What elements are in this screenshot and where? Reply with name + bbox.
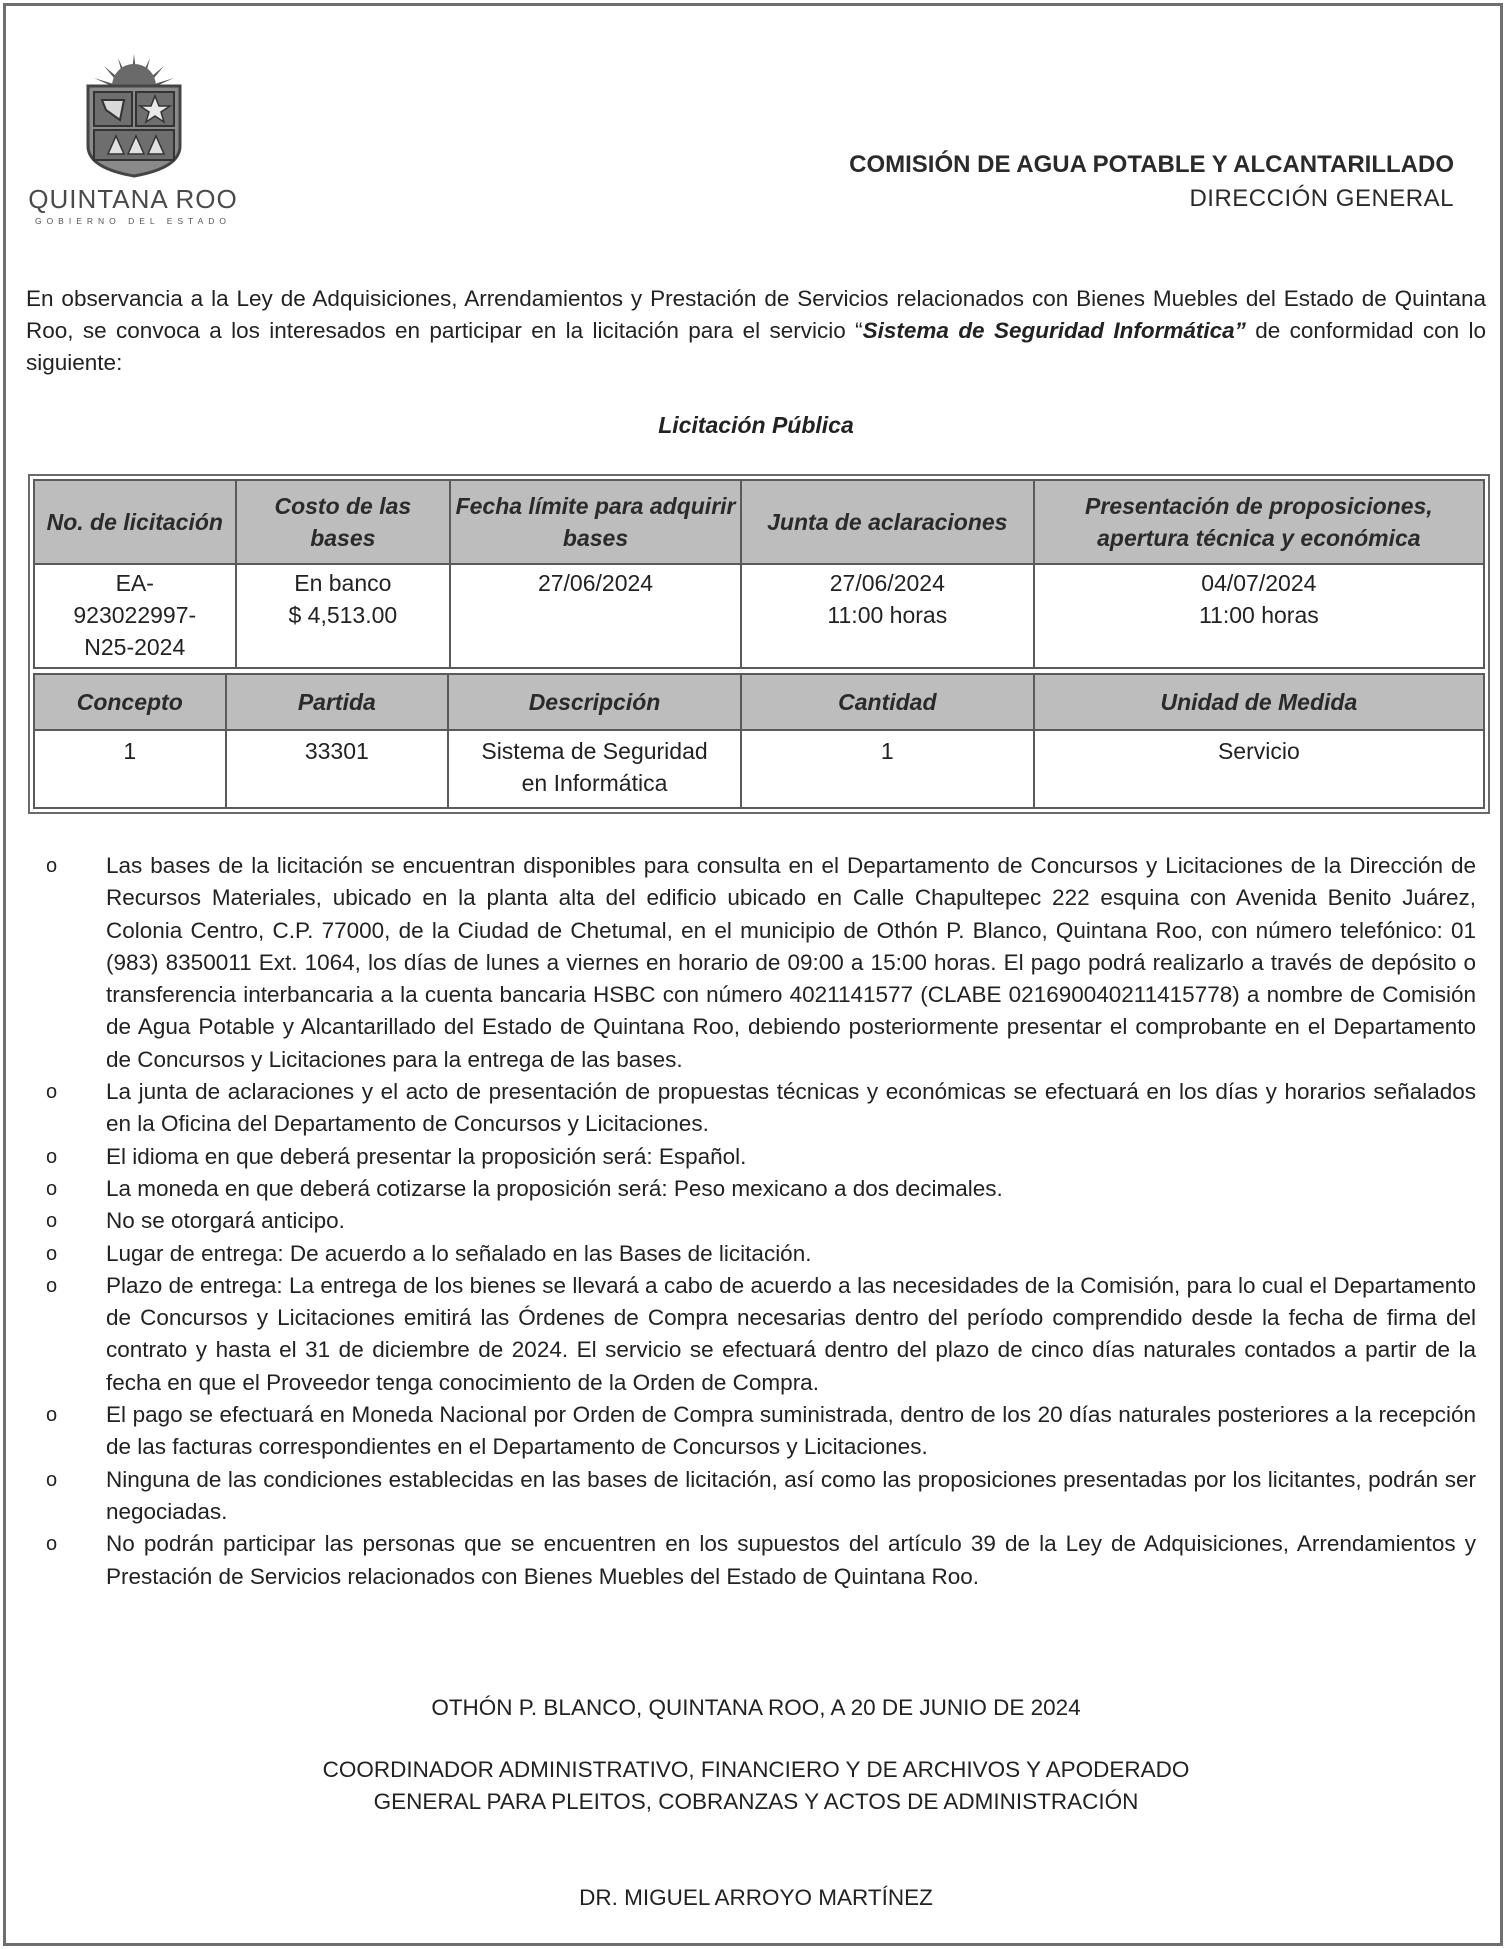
list-item: o La junta de aclaraciones y el acto de presentación de propuestas técnicas y económicas se efectuará en los días y horarios señalados en la Oficina del Departamento de Concursos y Licitaciones. <box>28 1076 1476 1141</box>
header-licitacion: No. de licitación <box>34 480 236 564</box>
table-row <box>34 730 1484 808</box>
item-detail-table <box>33 673 1485 809</box>
service-name: Sistema de Seguridad Informática” <box>862 318 1246 343</box>
header-partida: Partida <box>226 674 449 730</box>
intro-paragraph <box>26 283 1486 379</box>
organization-name: COMISIÓN DE AGUA POTABLE Y ALCANTARILLADO <box>849 151 1454 178</box>
table-header-row <box>34 480 1484 564</box>
document-page <box>3 3 1503 1946</box>
coat-of-arms-icon <box>82 50 186 178</box>
list-item: o La moneda en que deberá cotizarse la proposición será: Peso mexicano a dos decimales. <box>28 1173 1476 1205</box>
bullet-marker: o <box>46 1274 58 1297</box>
list-item: o El pago se efectuará en Moneda Nacional por Orden de Compra suministrada, dentro de los 20 días naturales posteriores a la recepción de las facturas correspondientes en el Departamento de Concursos y Licitaciones. <box>28 1399 1476 1464</box>
bullet-marker: o <box>46 1081 58 1104</box>
intro-text-before: En observancia a la Ley de Adquisiciones, Arrendamientos y Prestación de Servicios relacionados con Bienes Muebles del Estado de Quintana Roo, se convoca a los interesados en participar en la licitación para el servicio “ <box>26 286 1486 343</box>
cell-concepto: 1 <box>34 730 226 808</box>
list-item: o No podrán participar las personas que se encuentren en los supuestos del artículo 39 de la Ley de Adquisiciones, Arrendamientos y Prestación de Servicios relacionados con Bienes Muebles del Estado de Quintana Roo. <box>28 1528 1476 1593</box>
cell-junta: 27/06/2024 11:00 horas <box>741 564 1034 668</box>
organization-department: DIRECCIÓN GENERAL <box>1189 185 1454 212</box>
list-item: o Lugar de entrega: De acuerdo a lo señalado en las Bases de licitación. <box>28 1238 1476 1270</box>
header-concepto: Concepto <box>34 674 226 730</box>
signer-role-line-1: COORDINADOR ADMINISTRATIVO, FINANCIERO Y DE ARCHIVOS Y APODERADO <box>322 1757 1190 1782</box>
conditions-list <box>28 850 1476 1593</box>
header-costo: Costo de las bases <box>236 480 451 564</box>
bullet-marker: o <box>46 1533 58 1556</box>
cell-fecha-limite: 27/06/2024 <box>450 564 741 668</box>
list-item: o Plazo de entrega: La entrega de los bienes se llevará a cabo de acuerdo a las necesidades de la Comisión, para lo cual el Departamento de Concursos y Licitaciones emitirá las Órdenes de Compra necesarias dentro del período comprendido desde la fecha de firma del contrato y hasta el 31 de diciembre de 2024. El servicio se efectuará dentro del plazo de cinco días naturales contados a partir de la fecha en que el Proveedor tenga conocimiento de la Orden de Compra. <box>28 1270 1476 1399</box>
bullet-marker: o <box>46 1210 58 1233</box>
list-item: o Las bases de la licitación se encuentran disponibles para consulta en el Departamento de Concursos y Licitaciones de la Dirección de Recursos Materiales, ubicado en la planta alta del edificio ubicado en Calle Chapultepec 222 esquina con Avenida Benito Juárez, Colonia Centro, C.P. 77000, de la Ciudad de Chetumal, en el municipio de Othón P. Blanco, Quintana Roo, con número telefónico: 01 (983) 8350011 Ext. 1064, los días de lunes a viernes en horario de 09:00 a 15:00 horas. El pago podrá realizarlo a través de depósito o transferencia interbancaria a la cuenta bancaria HSBC con número 4021141577 (CLABE 021690040211415778) a nombre de Comisión de Agua Potable y Alcantarillado del Estado de Quintana Roo, debiendo posteriormente presentar el comprobante en el Departamento de Concursos y Licitaciones para la entrega de las bases. <box>28 850 1476 1076</box>
header-fecha-limite: Fecha límite para adquirir bases <box>450 480 741 564</box>
logo-subtext: GOBIERNO DEL ESTADO <box>34 216 232 226</box>
cell-descripcion: Sistema de Seguridad en Informática <box>448 730 741 808</box>
header-unidad: Unidad de Medida <box>1034 674 1484 730</box>
section-title: Licitación Pública <box>658 412 854 438</box>
logo-wordmark: QUINTANA ROO <box>28 184 238 214</box>
cell-partida: 33301 <box>226 730 449 808</box>
signer-role-line-2: GENERAL PARA PLEITOS, COBRANZAS Y ACTOS DE ADMINISTRACIÓN <box>373 1789 1139 1814</box>
list-item: o Ninguna de las condiciones establecidas en las bases de licitación, así como las proposiciones presentadas por los licitantes, podrán ser negociadas. <box>28 1464 1476 1529</box>
organization-header <box>849 151 1454 213</box>
cell-unidad: Servicio <box>1034 730 1484 808</box>
table-header-row <box>34 674 1484 730</box>
bidding-tables <box>28 474 1490 814</box>
header-junta: Junta de aclaraciones <box>741 480 1034 564</box>
signer-role <box>6 1754 1506 1818</box>
list-item: o El idioma en que deberá presentar la proposición será: Español. <box>28 1141 1476 1173</box>
cell-cantidad: 1 <box>741 730 1034 808</box>
state-logo <box>26 50 246 230</box>
header-descripcion: Descripción <box>448 674 741 730</box>
list-item: o No se otorgará anticipo. <box>28 1205 1476 1237</box>
table-row <box>34 564 1484 668</box>
place-date: OTHÓN P. BLANCO, QUINTANA ROO, A 20 DE JUNIO DE 2024 <box>431 1695 1081 1720</box>
header-presentacion: Presentación de proposiciones, apertura técnica y económica <box>1034 480 1484 564</box>
bullet-marker: o <box>46 1468 58 1491</box>
bidding-schedule-table <box>33 479 1485 669</box>
bullet-marker: o <box>46 1177 58 1200</box>
bullet-marker: o <box>46 1404 58 1427</box>
header-cantidad: Cantidad <box>741 674 1034 730</box>
signer-name: DR. MIGUEL ARROYO MARTÍNEZ <box>579 1885 933 1910</box>
cell-costo: En banco $ 4,513.00 <box>236 564 451 668</box>
bullet-marker: o <box>46 1145 58 1168</box>
bullet-marker: o <box>46 855 58 877</box>
bullet-marker: o <box>46 1242 58 1265</box>
intro-text-after: de conformidad con lo siguiente: <box>26 318 1487 375</box>
cell-licitacion: EA- 923022997- N25-2024 <box>34 564 236 668</box>
cell-presentacion: 04/07/2024 11:00 horas <box>1034 564 1484 668</box>
